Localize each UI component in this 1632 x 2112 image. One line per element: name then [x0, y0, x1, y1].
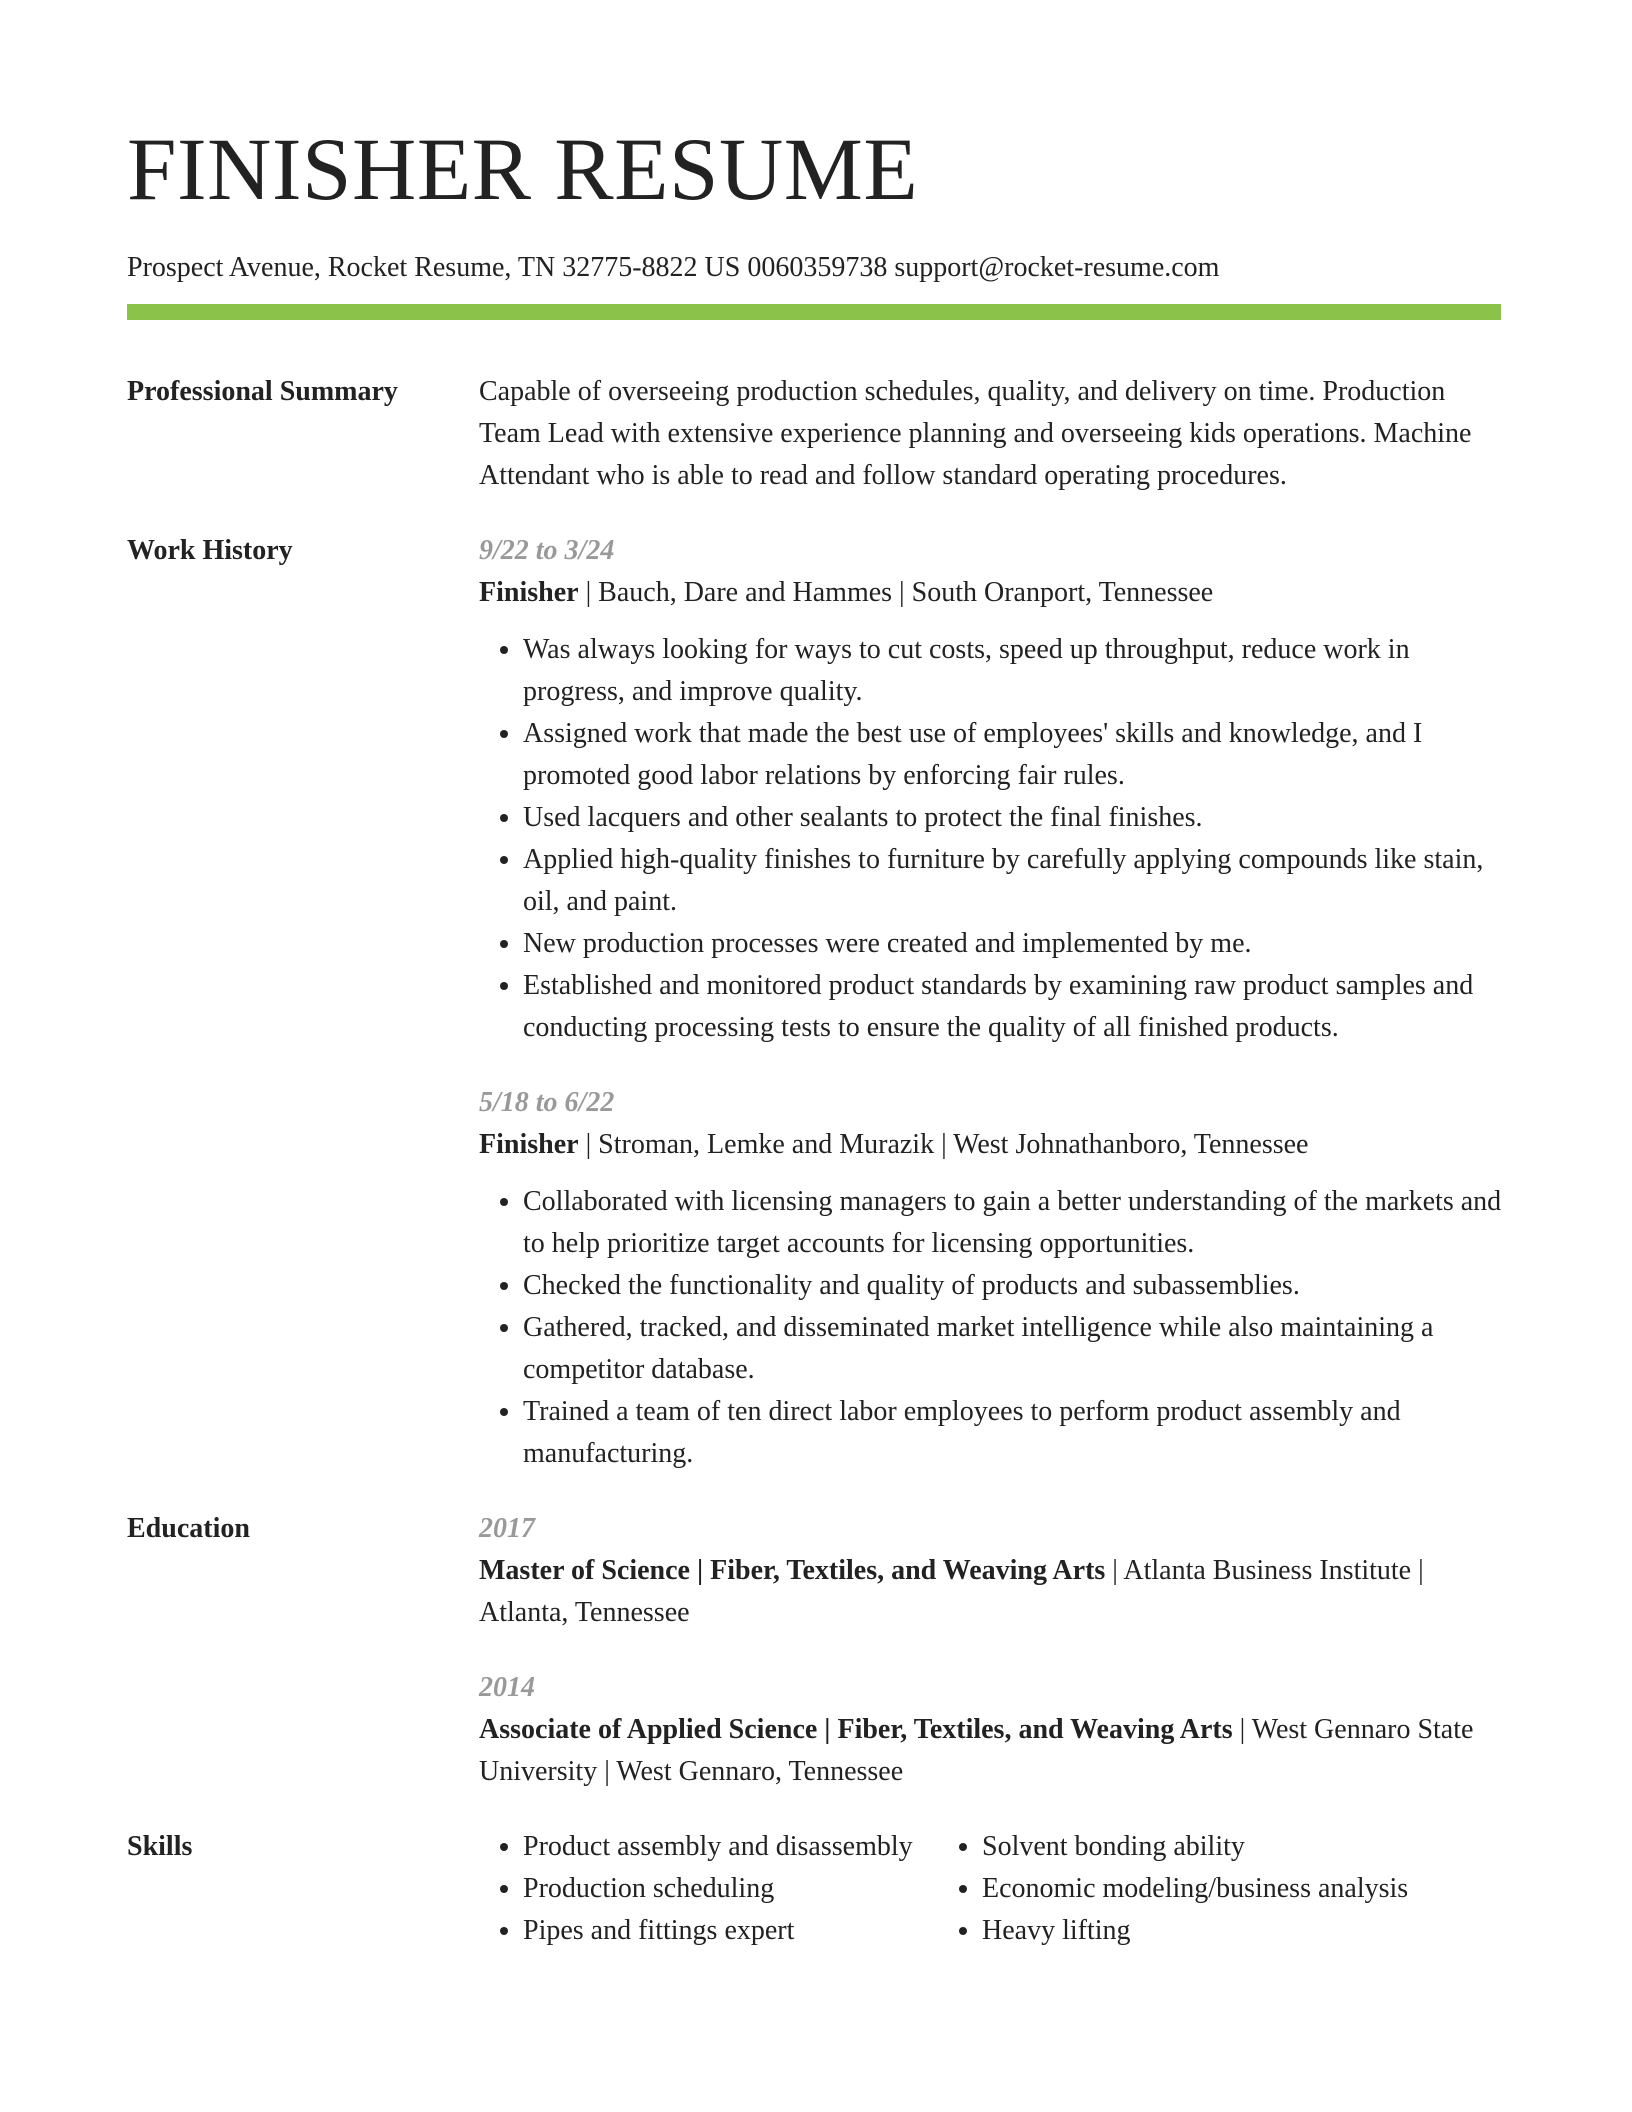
education-entry — [479, 1667, 1505, 1793]
education-year: 2014 — [479, 1672, 535, 1703]
job-bullets — [479, 1181, 1505, 1475]
header-divider — [127, 304, 1501, 320]
skill-item: • Economic modeling/business analysis — [982, 1868, 1408, 1910]
work-history-body — [479, 530, 1505, 1475]
section-title: Education — [127, 1513, 250, 1544]
education-body — [479, 1508, 1505, 1793]
education-degree: Associate of Applied Science | Fiber, Textiles, and Weaving Arts — [479, 1714, 1233, 1745]
list-item: • Assigned work that made the best use of employees' skills and knowledge, and I promoted good labor relations by enforcing fair rules. — [523, 713, 1505, 797]
education-section — [127, 1508, 1505, 1793]
job-role: Finisher — [479, 577, 579, 608]
skills-list-left — [479, 1826, 938, 1952]
education-line — [479, 1709, 1505, 1793]
job-details: | Stroman, Lemke and Murazik | West Johnathanboro, Tennessee — [578, 1129, 1309, 1160]
summary-text: Capable of overseeing production schedules, quality, and delivery on time. Production Team Lead with extensive experience planning and overseeing kids operations. Machine Attendant who is able to read and follow standard operating procedures. — [479, 376, 1472, 491]
job-dates: 9/22 to 3/24 — [479, 535, 615, 566]
education-line — [479, 1550, 1505, 1634]
skill-item: • Solvent bonding ability — [982, 1826, 1408, 1868]
skill-item: • Production scheduling — [523, 1868, 938, 1910]
skill-item: • Product assembly and disassembly — [523, 1826, 938, 1868]
list-item: • Applied high-quality finishes to furniture by carefully applying compounds like stain, oil, and paint. — [523, 839, 1505, 923]
list-item: • Collaborated with licensing managers to gain a better understanding of the markets and to help prioritize target accounts for licensing opportunities. — [523, 1181, 1505, 1265]
list-item: • Gathered, tracked, and disseminated market intelligence while also maintaining a competitor database. — [523, 1307, 1505, 1391]
education-details: | Atlanta Business Institute | Atlanta, Tennessee — [479, 1555, 1424, 1628]
list-item: • Checked the functionality and quality of products and subassemblies. — [523, 1265, 1505, 1307]
list-item: • New production processes were created and implemented by me. — [523, 923, 1505, 965]
job-details: | Bauch, Dare and Hammes | South Oranport, Tennessee — [578, 577, 1214, 608]
list-item: • Was always looking for ways to cut costs, speed up throughput, reduce work in progress, and improve quality. — [523, 629, 1505, 713]
section-title: Professional Summary — [127, 376, 398, 407]
skills-body — [479, 1826, 1505, 1952]
list-item: • Trained a team of ten direct labor employees to perform product assembly and manufacturing. — [523, 1391, 1505, 1475]
skill-item: • Pipes and fittings expert — [523, 1910, 938, 1952]
job-title-line — [479, 572, 1505, 614]
section-title: Work History — [127, 535, 293, 566]
job-entry — [479, 530, 1505, 1049]
skill-item: • Heavy lifting — [982, 1910, 1408, 1952]
education-entry — [479, 1508, 1505, 1634]
job-title-line — [479, 1124, 1505, 1166]
summary-section — [127, 371, 1505, 497]
list-item: • Established and monitored product standards by examining raw product samples and conducting processing tests to ensure the quality of all finished products. — [523, 965, 1505, 1049]
skills-section — [127, 1826, 1505, 1952]
job-dates: 5/18 to 6/22 — [479, 1087, 615, 1118]
job-role: Finisher — [479, 1129, 579, 1160]
list-item: • Used lacquers and other sealants to protect the final finishes. — [523, 797, 1505, 839]
job-bullets — [479, 629, 1505, 1049]
section-title: Skills — [127, 1831, 193, 1862]
education-year: 2017 — [479, 1513, 535, 1544]
contact-line: Prospect Avenue, Rocket Resume, TN 32775-8822 US 0060359738 support@rocket-resume.com — [127, 252, 1220, 283]
resume-name: FINISHER RESUME — [127, 121, 919, 219]
education-details: | West Gennaro State University | West Gennaro, Tennessee — [479, 1714, 1474, 1787]
education-degree: Master of Science | Fiber, Textiles, and Weaving Arts — [479, 1555, 1106, 1586]
work-history-section — [127, 530, 1505, 1475]
skills-list-right — [938, 1826, 1408, 1952]
job-entry — [479, 1082, 1505, 1475]
